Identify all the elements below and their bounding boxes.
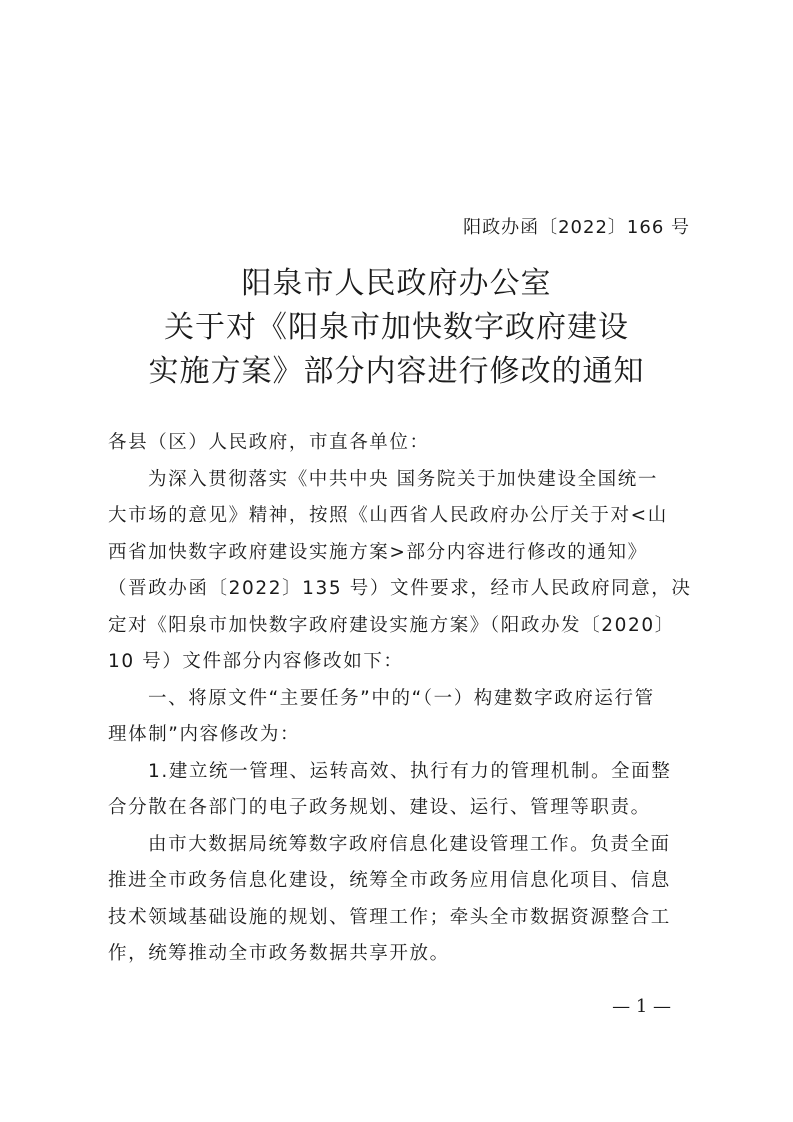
document-body [108,425,698,973]
paragraph-line: 一、将原文件“主要任务”中的“（一）构建数字政府运行管 [148,687,655,709]
page-number: — 1 — [612,996,671,1017]
title-line: 实施方案》部分内容进行修改的通知 [148,354,645,389]
salutation: 各县（区）人民政府，市直各单位： [108,432,430,453]
paragraph-line: 合分散在各部门的电子政务规划、建设、运行、管理等职责。 [108,797,651,818]
paragraph-line: 大市场的意见》精神，按照《山西省人民政府办公厅关于对<山 [108,505,668,526]
paragraph-line: 作，统筹推动全市政务数据共享开放。 [108,943,450,964]
paragraph-line: 西省加快数字政府建设实施方案>部分内容进行修改的通知》 [108,541,648,563]
document-number: 阳政办函〔2022〕166 号 [463,217,690,238]
paragraph-line: （晋政办函〔2022〕135 号）文件要求，经市人民政府同意，决 [108,578,692,599]
paragraph-line: 1.建立统一管理、运转高效、执行有力的管理机制。全面整 [148,760,672,782]
paragraph-line: 推进全市政务信息化建设，统筹全市政务应用信息化项目、信息 [108,870,671,891]
document-title [0,262,793,394]
paragraph-line: 技术领域基础设施的规划、管理工作；牵头全市数据资源整合工 [108,906,671,928]
title-line: 阳泉市人民政府办公室 [241,266,552,301]
title-line: 关于对《阳泉市加快数字政府建设 [164,310,629,345]
paragraph-line: 为深入贯彻落实《中共中央 国务院关于加快建设全国统一 [148,468,658,490]
paragraph-line: 定对《阳泉市加快数字政府建设实施方案》（阳政办发〔2020〕 [108,614,675,636]
paragraph-line: 10 号）文件部分内容修改如下： [108,651,404,672]
paragraph-line: 由市大数据局统筹数字政府信息化建设管理工作。负责全面 [148,833,671,855]
paragraph-line: 理体制”内容修改为： [108,724,301,745]
